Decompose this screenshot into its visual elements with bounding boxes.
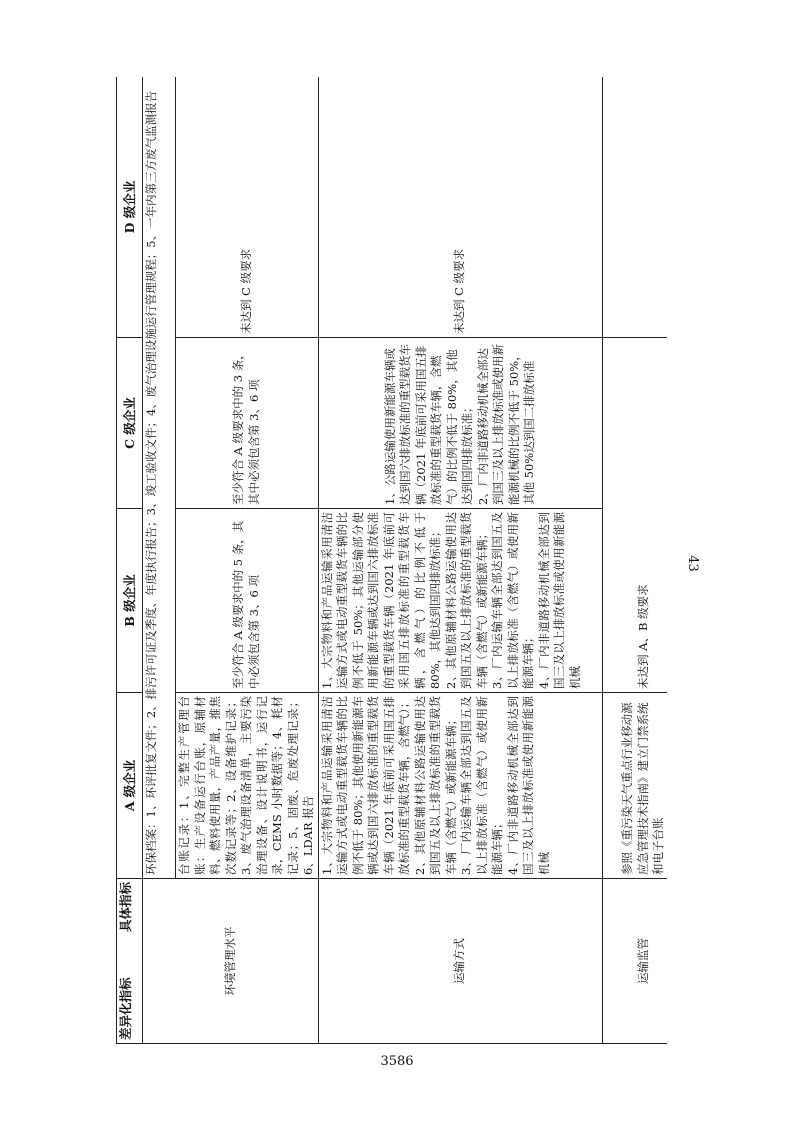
header-indicators bbox=[117, 879, 143, 1044]
page-number-bottom: 3586 bbox=[380, 1054, 414, 1069]
env-archive-row bbox=[143, 77, 176, 1044]
header-diff-indicator: 差异化指标 bbox=[118, 977, 133, 1040]
transport-a-item: 3、厂内运输车辆全部达到国五及以上排放标准（含燃气）或使用新能源车辆； bbox=[459, 696, 504, 875]
env-ledger-a: 台账记录：1、完整生产管理台账：生产设备运行台账，原辅材料、燃料使用量，产品产量，推焦次数记录等；2、设备维护记录；3、废气治理设备清单，主要污染治理设备、设计说明书，运行记录，CEMS 小时数据等；4、耗材记录；5、固废、危废处理记录；6、LDAR 报告 bbox=[176, 693, 319, 879]
header-b-level: B 级企业 bbox=[117, 509, 143, 693]
page-number-right: 43 bbox=[684, 555, 700, 572]
env-ledger-d: 未达到 C 级要求 bbox=[176, 77, 319, 338]
transport-a bbox=[318, 693, 602, 879]
header-c-level: C 级企业 bbox=[117, 338, 143, 509]
transport-b-item: 4、厂内非道路移动机械全部达到国三及以上排放标准或使用新能源机械 bbox=[536, 512, 582, 689]
transport-b-item: 3、厂内运输车辆全部达到国五及以上排放标准（含燃气）或使用新能源车辆； bbox=[490, 512, 535, 689]
env-ledger-c: 至少符合 A 级要求中的 3 条，其中必须包含第 3、6 项 bbox=[176, 338, 319, 509]
header-a-level: A 级企业 bbox=[117, 693, 143, 879]
transport-a-item: 4、厂内非道路移动机械全部达到国三及以上排放标准或使用新能源机械 bbox=[505, 696, 551, 875]
transport-a-item: 1、大宗物料和产品运输采用清洁运输方式或电动重型载货车辆的比例不低于 80%；其他使用新能源车辆或达到国六排放标准的重型载货车辆（2021 年底前可采用国五排放标准的重型载货车辆，含燃气）； bbox=[319, 696, 411, 875]
transport-supervision-row bbox=[602, 77, 667, 1044]
transport-supervision-bc: 未达到 A、B 级要求 bbox=[602, 338, 667, 693]
rotated-table bbox=[116, 77, 667, 1044]
header-row bbox=[117, 77, 143, 1044]
transport-b bbox=[318, 509, 602, 693]
transport-indicator: 运输方式 bbox=[318, 879, 602, 1044]
header-d-level: D 级企业 bbox=[117, 77, 143, 338]
transport-d: 未达到 C 级要求 bbox=[318, 77, 602, 338]
env-management-indicator: 环境管理水平 bbox=[143, 879, 319, 1044]
transport-c-item: 2、厂内非道路移动机械全部达到国三及以上排放标准或使用新能源机械的比例不低于 50%，其他 50%达到国二排放标准 bbox=[475, 344, 536, 505]
transport-c bbox=[318, 338, 602, 509]
standards-table bbox=[116, 77, 667, 1044]
transport-row bbox=[318, 77, 602, 1044]
table-container bbox=[116, 77, 667, 1044]
transport-b-item: 1、大宗物料和产品运输采用清洁运输方式或电动重型载货车辆的比例不低于 50%；其他运输部分使用新能源车辆或达到国六排放标准的重型载货车辆（2021 年底前可采用国五排放标准的重型载货车辆，含燃气）的比例不低于 80%，其他达到国四排放标准； bbox=[319, 512, 442, 689]
transport-b-item: 2、其他原辅材料公路运输使用达到国五及以上排放标准的重型载货车辆（含燃气）或新能源车辆； bbox=[443, 512, 489, 689]
transport-a-item: 2、其他原辅材料公路运输使用达到国五及以上排放标准的重型载货车辆（含燃气）或新能源车辆； bbox=[412, 696, 458, 875]
env-ledger-b: 至少符合 A 级要求中的 5 条，其中必须包含第 3、6 项 bbox=[176, 509, 319, 693]
header-specific-indicator: 具体指标 bbox=[118, 882, 133, 933]
transport-c-item: 1、公路运输使用新能源车辆或达到国六排放标准的重型载货车辆（2021 年底前可采用国五排放标准的重型载货车辆，含燃气）的比例不低于 80%，其他达到国四排放标准； bbox=[382, 344, 474, 505]
transport-supervision-indicator: 运输监管 bbox=[602, 879, 667, 1044]
transport-supervision-d bbox=[602, 77, 667, 338]
env-archive-cell: 环保档案：1、环评批复文件；2、排污许可证及季度、年度执行报告；3、竣工验收文件；4、废气治理设施运行管理规程；5、一年内第三方废气监测报告 bbox=[143, 77, 176, 879]
transport-supervision-a: 参照《重污染天气重点行业移动源应急管理技术指南》建立门禁系统和电子台账 bbox=[602, 693, 667, 879]
